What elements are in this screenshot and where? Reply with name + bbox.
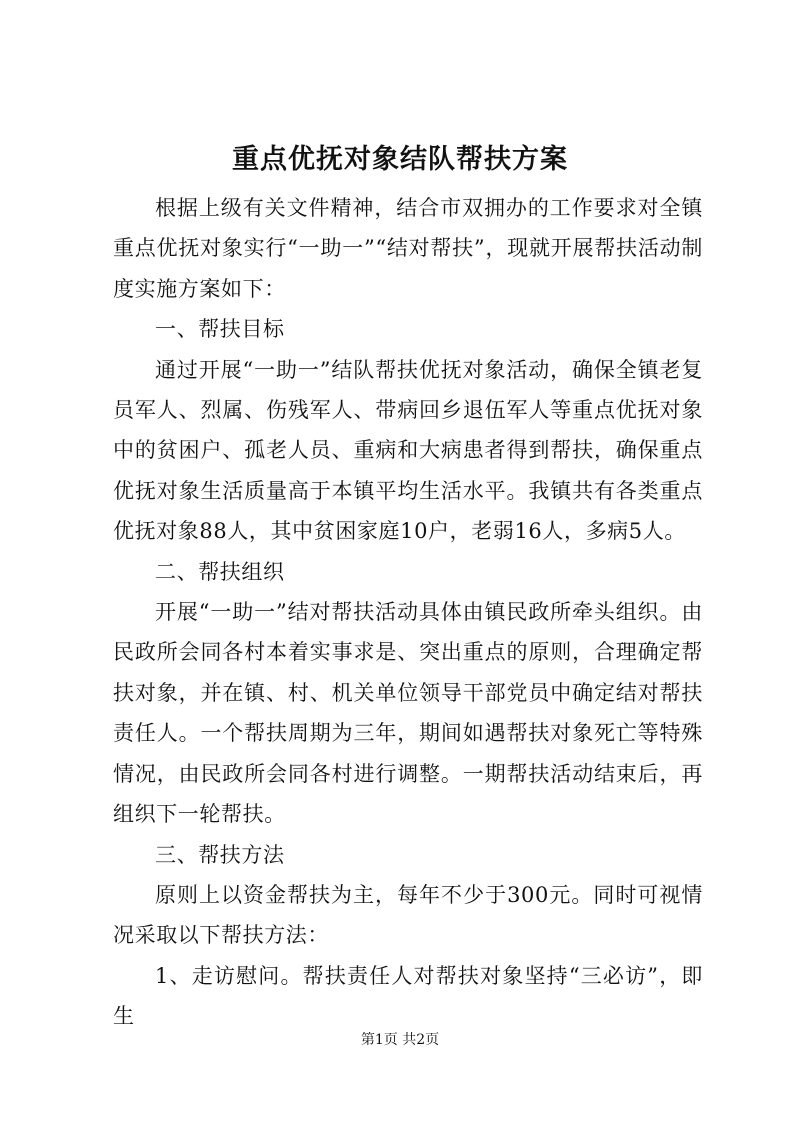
paragraph-goal: 通过开展“一助一”结队帮扶优抚对象活动，确保全镇老复员军人、烈属、伤残军人、带病回乡退伍军人等重点优抚对象中的贫困户、孤老人员、重病和大病患者得到帮扶，确保重点优抚对象生活质量高于本镇平均生活水平。我镇共有各类重点优抚对象88人，其中贫困家庭10户，老弱16人，多病5人。 [113, 357, 703, 544]
paragraph-method: 原则上以资金帮扶为主，每年不少于300元。同时可视情况采取以下帮扶方法： [113, 882, 703, 948]
document-body [113, 188, 703, 1037]
section-heading-goal: 一、帮扶目标 [155, 317, 285, 342]
paragraph-method-item-1: 1、走访慰问。帮扶责任人对帮扶对象坚持“三必访”，即生 [113, 963, 703, 1029]
paragraph-organization: 开展“一助一”结对帮扶活动具体由镇民政所牵头组织。由民政所会同各村本着实事求是、突出重点的原则，合理确定帮扶对象，并在镇、村、机关单位领导干部党员中确定结对帮扶责任人。一个帮扶周期为三年，期间如遇帮扶对象死亡等特殊情况，由民政所会同各村进行调整。一期帮扶活动结束后，再组织下一轮帮扶。 [113, 600, 703, 827]
section-heading-organization: 二、帮扶组织 [155, 559, 285, 584]
paragraph-intro: 根据上级有关文件精神，结合市双拥办的工作要求对全镇重点优抚对象实行“一助一”“结对帮扶”，现就开展帮扶活动制度实施方案如下： [113, 196, 703, 301]
document-title: 重点优抚对象结队帮扶方案 [232, 144, 568, 175]
page-footer: 第1页 共2页 [360, 1032, 440, 1048]
section-heading-method: 三、帮扶方法 [155, 842, 285, 867]
